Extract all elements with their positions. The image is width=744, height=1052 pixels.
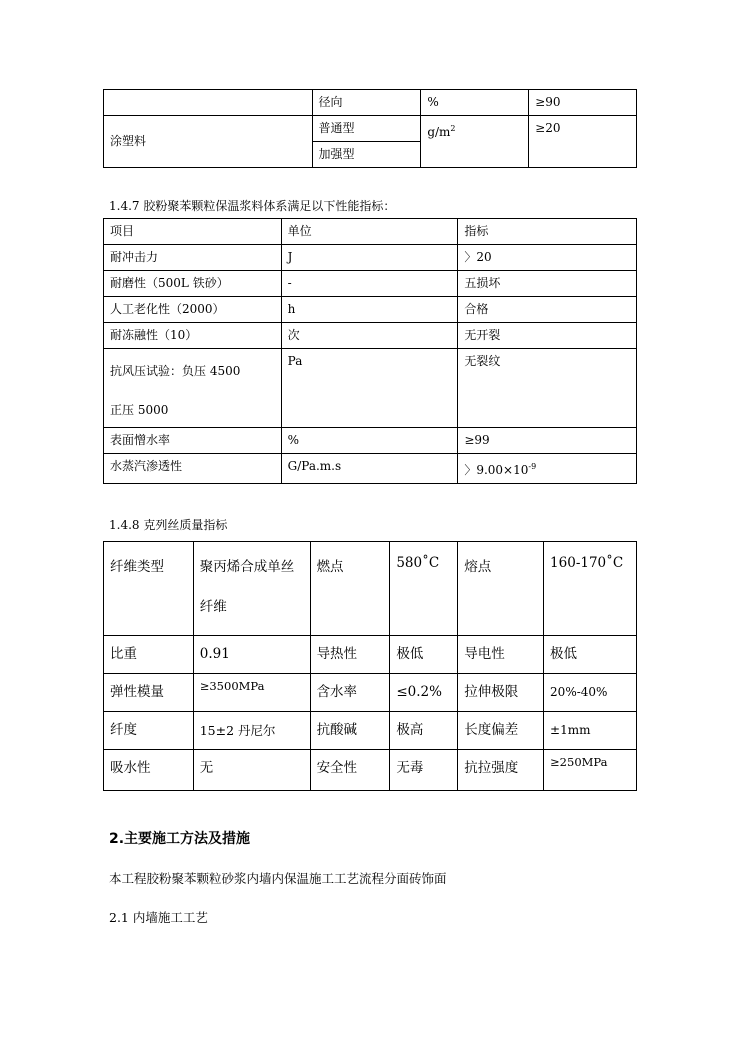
table-cell: h <box>281 297 458 323</box>
table-cell: ≥20 <box>529 116 637 168</box>
table-cell: 纤度 <box>104 712 194 750</box>
table-row <box>104 323 637 349</box>
table-cell: 极高 <box>390 712 458 750</box>
wind-pressure-line1: 抗风压试验：负压 4500 <box>110 364 241 378</box>
wind-pressure-line2: 正压 5000 <box>110 403 169 417</box>
table-cell: ≥250MPa <box>544 750 637 791</box>
table-row <box>104 245 637 271</box>
section-caption: 1.4.8 克列丝质量指标 <box>109 518 228 532</box>
table-cell: Pa <box>281 349 458 428</box>
table-row <box>104 271 637 297</box>
fiber-quality-table <box>103 541 637 791</box>
table-cell: 极低 <box>390 636 458 674</box>
table-row <box>104 428 637 454</box>
table-cell: 纤维类型 <box>104 542 194 636</box>
table-cell: 抗酸碱 <box>310 712 390 750</box>
table-cell: 合格 <box>458 297 637 323</box>
table-cell: 燃点 <box>310 542 390 636</box>
table-cell: 耐冲击力 <box>104 245 282 271</box>
table-row <box>104 90 637 116</box>
table-cell: 〉20 <box>458 245 637 271</box>
table-cell: 水蒸汽渗透性 <box>104 454 282 484</box>
section-heading: 2.主要施工方法及措施 <box>109 831 251 847</box>
table-cell: 含水率 <box>310 674 390 712</box>
vapor-value: 〉9.00×10 <box>464 463 529 477</box>
vapor-exponent: -9 <box>528 462 537 471</box>
table-cell: 15±2 丹尼尔 <box>193 712 310 750</box>
table-row <box>104 712 637 750</box>
table-cell: 普通型 <box>312 116 421 142</box>
table-cell: 抗拉强度 <box>458 750 544 791</box>
table-cell: 长度偏差 <box>458 712 544 750</box>
table-cell <box>421 116 529 168</box>
table-cell: - <box>281 271 458 297</box>
table-row <box>104 297 637 323</box>
table-cell: 导热性 <box>310 636 390 674</box>
table-cell: 无开裂 <box>458 323 637 349</box>
table-cell: ≥3500MPa <box>193 674 310 712</box>
table-cell: J <box>281 245 458 271</box>
table-cell <box>193 542 310 636</box>
table-cell: 五损坏 <box>458 271 637 297</box>
table-cell: 无裂纹 <box>458 349 637 428</box>
table-cell: 表面憎水率 <box>104 428 282 454</box>
table-cell: 极低 <box>544 636 637 674</box>
table-row <box>104 116 637 142</box>
table-cell: 耐冻融性（10） <box>104 323 282 349</box>
table-cell: % <box>421 90 529 116</box>
table-cell: ±1mm <box>544 712 637 750</box>
table-cell <box>458 454 637 484</box>
table-row <box>104 454 637 484</box>
sub-heading: 2.1 内墙施工工艺 <box>109 910 208 925</box>
fiber-type-line1: 聚丙烯合成单丝 <box>199 559 295 575</box>
table-cell: 熔点 <box>458 542 544 636</box>
coating-spec-table <box>103 89 637 168</box>
table-cell <box>104 349 282 428</box>
table-cell: 安全性 <box>310 750 390 791</box>
table-cell: 拉伸极限 <box>458 674 544 712</box>
table-header: 项目 <box>104 219 282 245</box>
table-row <box>104 349 637 428</box>
table-cell: 比重 <box>104 636 194 674</box>
table-row <box>104 674 637 712</box>
table-header: 单位 <box>281 219 458 245</box>
table-header-row <box>104 219 637 245</box>
table-cell: 580˚C <box>390 542 458 636</box>
table-cell: 导电性 <box>458 636 544 674</box>
performance-index-table <box>103 218 637 484</box>
table-cell: 加强型 <box>312 142 421 168</box>
table-row <box>104 750 637 791</box>
unit-text: g/m <box>427 125 451 139</box>
table-cell: ≥90 <box>529 90 637 116</box>
table-cell: 吸水性 <box>104 750 194 791</box>
table-cell: 人工老化性（2000） <box>104 297 282 323</box>
section-caption: 1.4.7 胶粉聚苯颗粒保温浆料体系满足以下性能指标： <box>109 199 396 213</box>
table-cell: % <box>281 428 458 454</box>
table-cell: G/Pa.m.s <box>281 454 458 484</box>
body-paragraph: 本工程胶粉聚苯颗粒砂浆内墙内保温施工工艺流程分面砖饰面 <box>109 871 447 886</box>
table-cell: ≤0.2% <box>390 674 458 712</box>
table-cell: 耐磨性（500L 铁砂） <box>104 271 282 297</box>
table-cell: 无 <box>193 750 310 791</box>
table-cell: 次 <box>281 323 458 349</box>
table-row <box>104 636 637 674</box>
table-cell: 涂塑料 <box>104 116 313 168</box>
table-cell: 160-170˚C <box>544 542 637 636</box>
table-cell: 径向 <box>312 90 421 116</box>
table-cell <box>104 90 313 116</box>
unit-superscript: 2 <box>450 124 456 133</box>
table-row <box>104 542 637 636</box>
fiber-type-line2: 纤维 <box>199 599 227 615</box>
table-cell: 无毒 <box>390 750 458 791</box>
table-cell: 弹性模量 <box>104 674 194 712</box>
table-cell: 20%-40% <box>544 674 637 712</box>
table-cell: 0.91 <box>193 636 310 674</box>
table-header: 指标 <box>458 219 637 245</box>
table-cell: ≥99 <box>458 428 637 454</box>
